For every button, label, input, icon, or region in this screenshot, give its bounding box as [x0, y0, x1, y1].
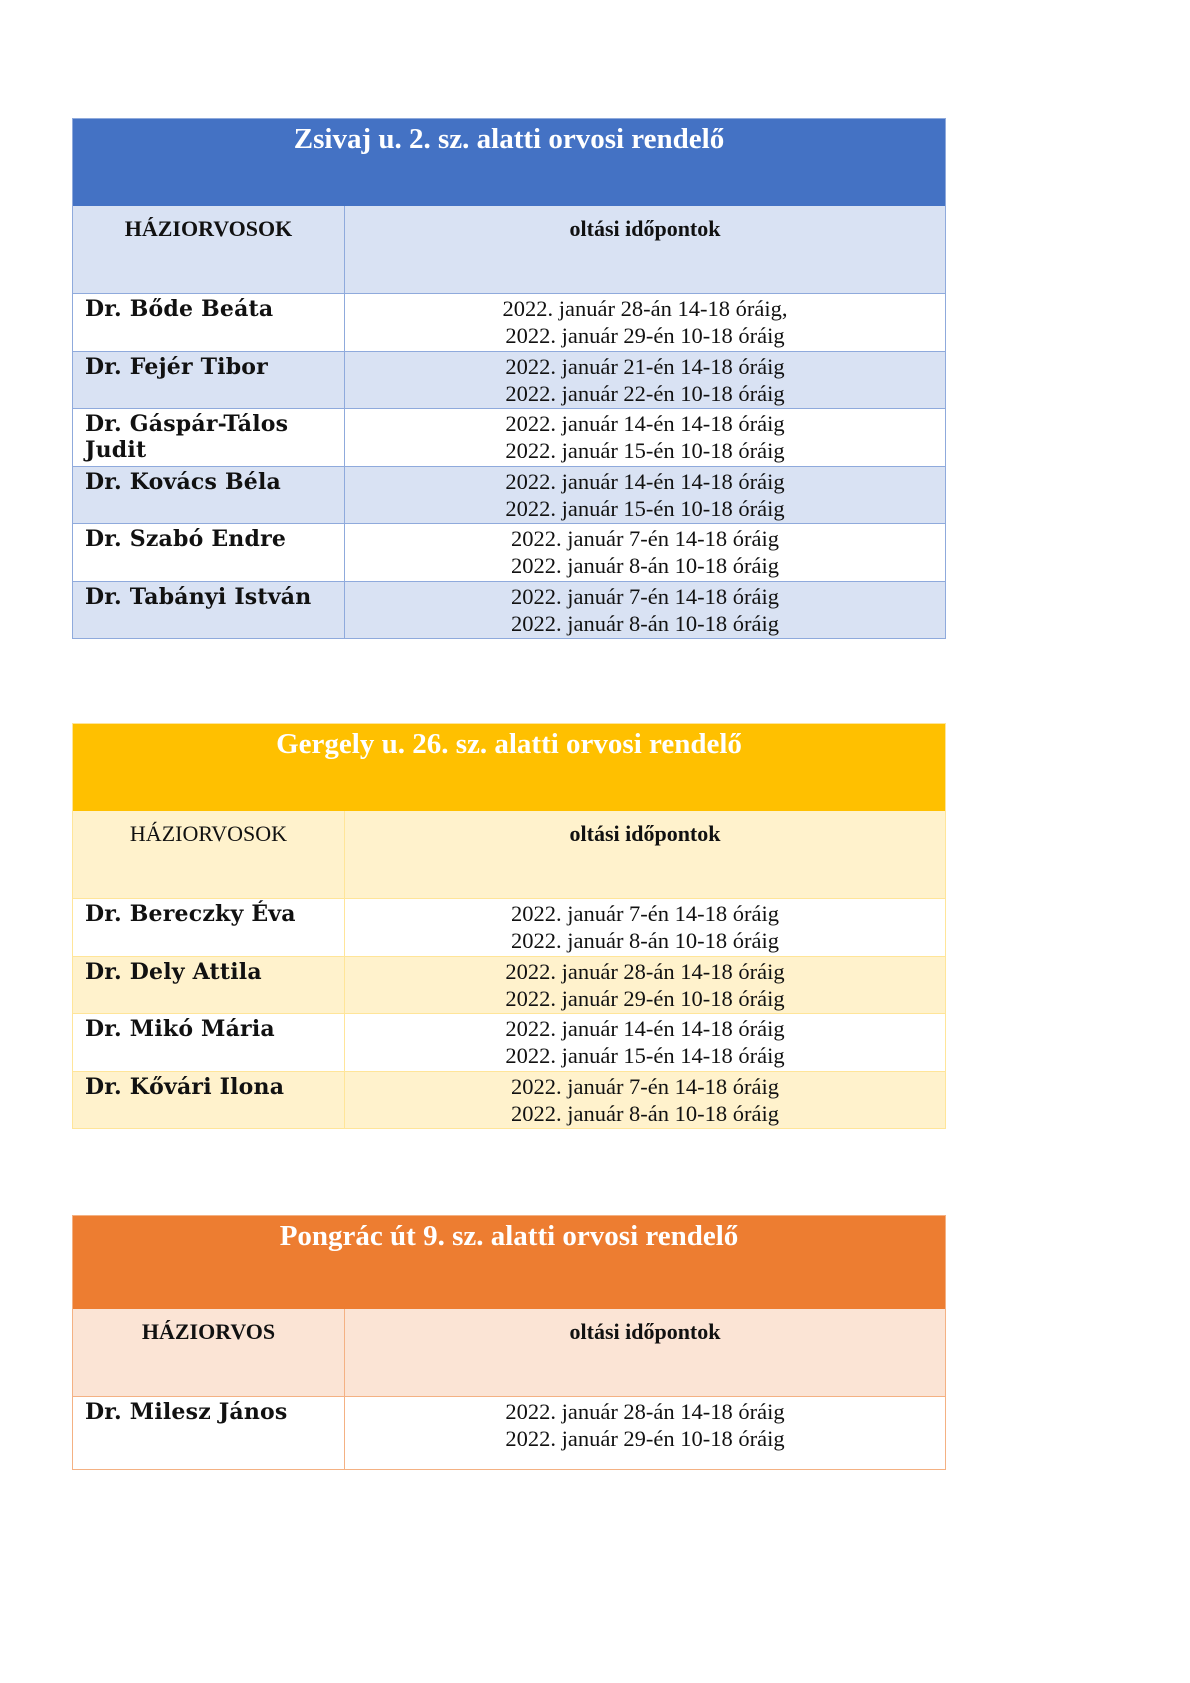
- header-doctors: HÁZIORVOSOK: [73, 206, 345, 293]
- date-line: 2022. január 8-án 10-18 óráig: [510, 928, 780, 953]
- table-row: [73, 898, 945, 956]
- doctor-name: Dr. Dely Attila: [73, 957, 345, 1014]
- table-header: [73, 206, 945, 293]
- table-row: [73, 466, 945, 524]
- doctor-name: Dr. Bőde Beáta: [73, 294, 345, 351]
- doctor-name: Dr. Fejér Tibor: [73, 352, 345, 409]
- schedule-table-pongrac: [72, 1215, 946, 1470]
- doctor-name: Dr. Gáspár-Tálos Judit: [73, 409, 345, 466]
- header-dates: oltási időpontok: [569, 216, 721, 241]
- date-line: 2022. január 14-én 14-18 óráig: [505, 1016, 785, 1041]
- date-line: 2022. január 14-én 14-18 óráig: [505, 411, 785, 436]
- date-line: 2022. január 7-én 14-18 óráig: [510, 901, 780, 926]
- date-line: 2022. január 29-én 10-18 óráig: [505, 985, 785, 1011]
- vaccination-dates: [345, 899, 945, 956]
- header-doctors: HÁZIORVOSOK: [73, 811, 345, 898]
- doctor-name: Dr. Tabányi István: [73, 582, 345, 639]
- table-row: [73, 1013, 945, 1071]
- table-header: [73, 811, 945, 898]
- vaccination-dates: [345, 352, 945, 409]
- table-row: [73, 293, 945, 351]
- vaccination-dates: [345, 957, 945, 1014]
- schedule-table-gergely: [72, 723, 946, 1129]
- table-row: [73, 408, 945, 466]
- date-line: 2022. január 14-én 14-18 óráig: [505, 468, 785, 494]
- doctor-name: Dr. Kovács Béla: [73, 467, 345, 524]
- table-row: [73, 351, 945, 409]
- date-line: 2022. január 29-én 10-18 óráig: [505, 1426, 785, 1451]
- vaccination-dates: [345, 524, 945, 581]
- vaccination-dates: [345, 582, 945, 639]
- date-line: 2022. január 15-én 10-18 óráig: [505, 438, 785, 463]
- table-row: [73, 1071, 945, 1129]
- header-dates: oltási időpontok: [569, 821, 721, 846]
- header-dates: oltási időpontok: [569, 1319, 721, 1344]
- vaccination-dates: [345, 409, 945, 466]
- date-line: 2022. január 7-én 14-18 óráig: [510, 583, 780, 609]
- table-row: [73, 581, 945, 639]
- doctor-name: Dr. Milesz János: [73, 1397, 345, 1469]
- date-line: 2022. január 8-án 10-18 óráig: [510, 553, 780, 578]
- date-line: 2022. január 28-án 14-18 óráig,: [502, 296, 788, 321]
- date-line: 2022. január 21-én 14-18 óráig: [505, 353, 785, 379]
- vaccination-dates: [345, 467, 945, 524]
- date-line: 2022. január 7-én 14-18 óráig: [510, 526, 780, 551]
- date-line: 2022. január 28-án 14-18 óráig: [505, 1399, 785, 1424]
- table-row: [73, 1396, 945, 1469]
- table-title: Pongrác út 9. sz. alatti orvosi rendelő: [73, 1216, 945, 1309]
- doctor-name: Dr. Szabó Endre: [73, 524, 345, 581]
- table-title: Gergely u. 26. sz. alatti orvosi rendelő: [73, 724, 945, 811]
- date-line: 2022. január 22-én 10-18 óráig: [505, 380, 785, 406]
- date-line: 2022. január 28-án 14-18 óráig: [505, 958, 785, 984]
- doctor-name: Dr. Mikó Mária: [73, 1014, 345, 1071]
- date-line: 2022. január 15-én 10-18 óráig: [505, 495, 785, 521]
- vaccination-dates: [345, 1397, 945, 1469]
- vaccination-dates: [345, 294, 945, 351]
- vaccination-dates: [345, 1014, 945, 1071]
- date-line: 2022. január 7-én 14-18 óráig: [510, 1073, 780, 1099]
- schedule-table-zsivaj: [72, 118, 946, 639]
- date-line: 2022. január 8-án 10-18 óráig: [510, 1100, 780, 1126]
- table-row: [73, 956, 945, 1014]
- date-line: 2022. január 15-én 14-18 óráig: [505, 1043, 785, 1068]
- table-header: [73, 1309, 945, 1396]
- table-row: [73, 523, 945, 581]
- header-doctor: HÁZIORVOS: [73, 1309, 345, 1396]
- doctor-name: Dr. Bereczky Éva: [73, 899, 345, 956]
- vaccination-dates: [345, 1072, 945, 1129]
- table-title: Zsivaj u. 2. sz. alatti orvosi rendelő: [73, 119, 945, 206]
- date-line: 2022. január 29-én 10-18 óráig: [505, 323, 785, 348]
- date-line: 2022. január 8-án 10-18 óráig: [510, 610, 780, 636]
- doctor-name: Dr. Kővári Ilona: [73, 1072, 345, 1129]
